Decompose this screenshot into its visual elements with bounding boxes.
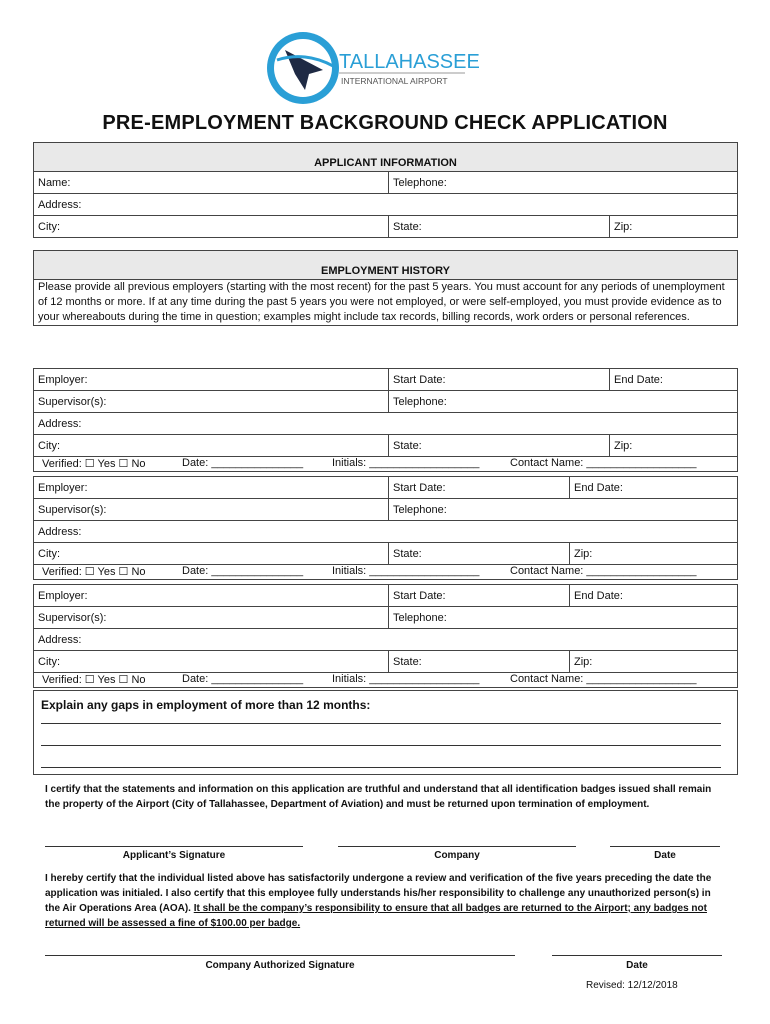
company-certification — [45, 871, 725, 931]
supervisor-field[interactable]: Supervisor(s): — [34, 607, 389, 629]
verified-contact[interactable]: Contact Name: __________________ — [510, 457, 697, 469]
employer-telephone-field[interactable]: Telephone: — [389, 499, 738, 521]
date-label-2: Date — [626, 960, 648, 971]
authorized-signature-label: Company Authorized Signature — [205, 960, 355, 971]
verified-contact[interactable]: Contact Name: __________________ — [510, 673, 697, 685]
employment-history-table — [33, 250, 738, 326]
employment-header: EMPLOYMENT HISTORY — [34, 251, 738, 280]
verified-date[interactable]: Date: _______________ — [182, 457, 304, 469]
employer-block-2 — [33, 476, 738, 565]
employer-address-field[interactable]: Address: — [34, 413, 738, 435]
employer-field[interactable]: Employer: — [34, 585, 389, 607]
applicant-zip-field[interactable]: Zip: — [610, 216, 738, 238]
employer-field[interactable]: Employer: — [34, 477, 389, 499]
start-date-field[interactable]: Start Date: — [389, 477, 570, 499]
employer-zip-field[interactable]: Zip: — [570, 651, 738, 673]
verified-checkboxes[interactable]: Verified: ☐ Yes ☐ No — [42, 566, 146, 578]
applicant-signature-line[interactable] — [45, 846, 303, 847]
verified-checkboxes[interactable]: Verified: ☐ Yes ☐ No — [42, 458, 146, 470]
applicant-certification: I certify that the statements and information on this application are truthful and understand that all identification badges issued shall remain the property of the Airport (City of Tallahassee, Department of Aviation) and must be returned upon termination of employment. — [45, 784, 712, 810]
employer-block-3 — [33, 584, 738, 673]
logo-line1: TALLAHASSEE — [339, 51, 480, 73]
verified-initials[interactable]: Initials: __________________ — [332, 565, 480, 577]
end-date-field[interactable]: End Date: — [610, 369, 738, 391]
employer-state-field[interactable]: State: — [389, 543, 570, 565]
end-date-field[interactable]: End Date: — [570, 585, 738, 607]
airport-logo — [265, 30, 505, 106]
applicant-state-field[interactable]: State: — [389, 216, 610, 238]
employer-telephone-field[interactable]: Telephone: — [389, 391, 738, 413]
date-line[interactable] — [610, 846, 720, 847]
company-certification-text: I hereby certify that the individual listed above has satisfactorily undergone a review and verification of the five years preceding the date the application was initialed. I also certify that this employee fully understands his/her responsibility to challenge any unauthorized person(s) in the Air Operations Area (AOA). — [45, 873, 712, 914]
employer-city-field[interactable]: City: — [34, 435, 389, 457]
gaps-label: Explain any gaps in employment of more than 12 months: — [41, 698, 371, 712]
employer-state-field[interactable]: State: — [389, 435, 610, 457]
badge-return-notice: It shall be the company’s responsibility to ensure that all badges are returned to the Airport; any badges not returned will be assessed a fine of $100.00 per badge. — [45, 903, 707, 929]
gaps-line[interactable] — [41, 767, 721, 768]
employer-city-field[interactable]: City: — [34, 651, 389, 673]
employment-gaps-box — [33, 690, 738, 775]
employer-block-1 — [33, 368, 738, 457]
start-date-field[interactable]: Start Date: — [389, 369, 610, 391]
company-label: Company — [434, 850, 480, 861]
page-title: PRE-EMPLOYMENT BACKGROUND CHECK APPLICATION — [102, 112, 668, 134]
employer-telephone-field[interactable]: Telephone: — [389, 607, 738, 629]
authorized-signature-line[interactable] — [45, 955, 515, 956]
revised-date: Revised: 12/12/2018 — [586, 980, 678, 991]
employer-city-field[interactable]: City: — [34, 543, 389, 565]
employment-instructions: Please provide all previous employers (starting with the most recent) for the past 5 years. You must account for any periods of unemployment of 12 months or more. If at any time during the past 5 years you were not employed, or were self-employed, you must provide evidence as to your whereabouts during the time in question; examples might include tax records, billing records, work orders or personal references. — [34, 280, 738, 326]
supervisor-field[interactable]: Supervisor(s): — [34, 499, 389, 521]
applicant-address-field[interactable]: Address: — [34, 194, 738, 216]
verified-contact[interactable]: Contact Name: __________________ — [510, 565, 697, 577]
gaps-line[interactable] — [41, 723, 721, 724]
applicant-header: APPLICANT INFORMATION — [34, 143, 738, 172]
verification-row-3 — [33, 672, 738, 688]
end-date-field[interactable]: End Date: — [570, 477, 738, 499]
employer-zip-field[interactable]: Zip: — [610, 435, 738, 457]
gaps-line[interactable] — [41, 745, 721, 746]
applicant-telephone-field[interactable]: Telephone: — [389, 172, 738, 194]
applicant-signature-label: Applicant’s Signature — [122, 850, 226, 861]
verified-checkboxes[interactable]: Verified: ☐ Yes ☐ No — [42, 674, 146, 686]
verified-date[interactable]: Date: _______________ — [182, 565, 304, 577]
date-label: Date — [654, 850, 676, 861]
applicant-city-field[interactable]: City: — [34, 216, 389, 238]
verification-row-1 — [33, 456, 738, 472]
logo-line2: INTERNATIONAL AIRPORT — [341, 76, 448, 86]
employer-state-field[interactable]: State: — [389, 651, 570, 673]
verified-date[interactable]: Date: _______________ — [182, 673, 304, 685]
employer-field[interactable]: Employer: — [34, 369, 389, 391]
supervisor-field[interactable]: Supervisor(s): — [34, 391, 389, 413]
employer-address-field[interactable]: Address: — [34, 521, 738, 543]
verified-initials[interactable]: Initials: __________________ — [332, 673, 480, 685]
date-line-2[interactable] — [552, 955, 722, 956]
verification-row-2 — [33, 564, 738, 580]
applicant-name-field[interactable]: Name: — [34, 172, 389, 194]
applicant-information-table — [33, 142, 738, 238]
company-line[interactable] — [338, 846, 576, 847]
start-date-field[interactable]: Start Date: — [389, 585, 570, 607]
verified-initials[interactable]: Initials: __________________ — [332, 457, 480, 469]
employer-zip-field[interactable]: Zip: — [570, 543, 738, 565]
employer-address-field[interactable]: Address: — [34, 629, 738, 651]
